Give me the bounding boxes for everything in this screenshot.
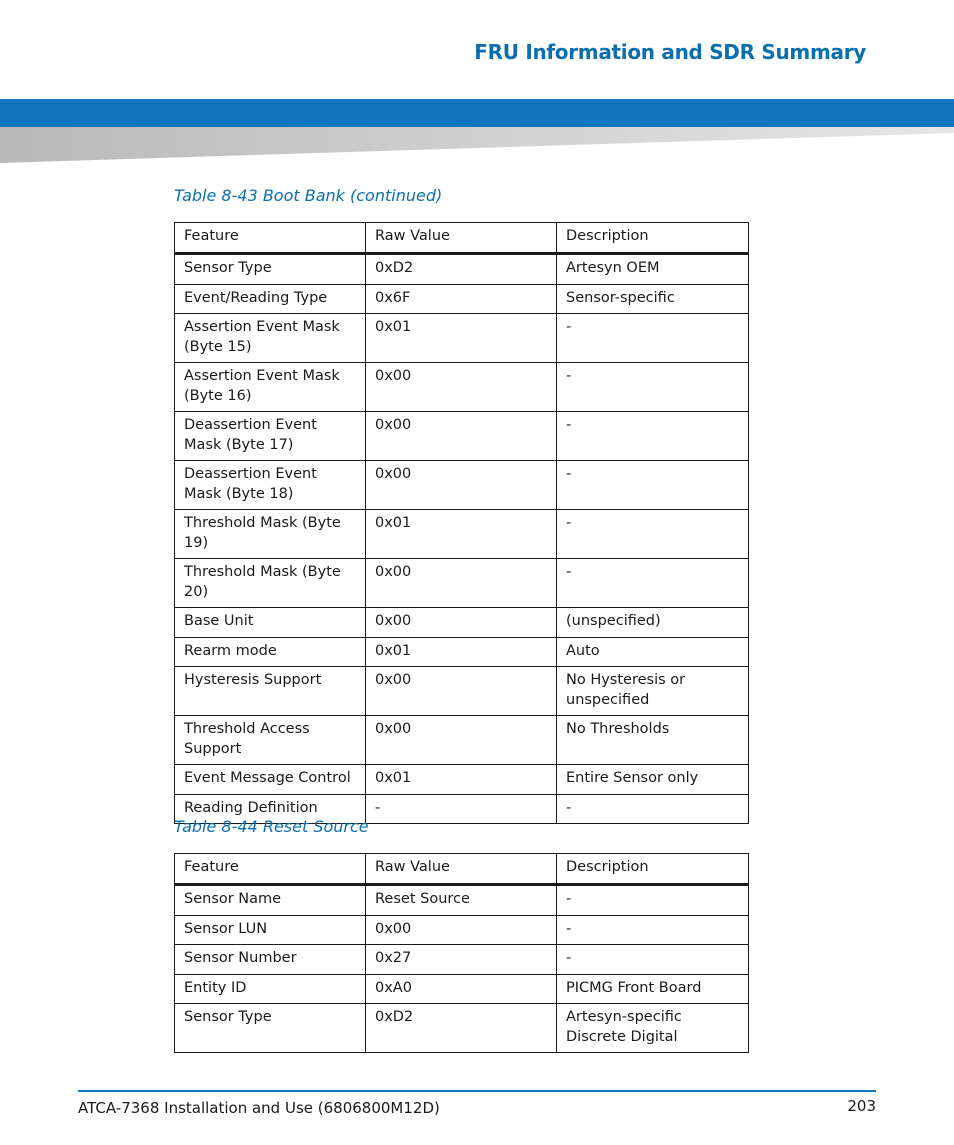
description-cell: No Thresholds — [557, 716, 749, 765]
table-row — [175, 363, 749, 412]
reset-source-table — [174, 853, 749, 1053]
feature-cell: Threshold Mask (Byte 20) — [175, 559, 366, 608]
feature-cell: Assertion Event Mask (Byte 15) — [175, 314, 366, 363]
table-row — [175, 637, 749, 667]
table-row — [175, 510, 749, 559]
table-row — [175, 667, 749, 716]
table-row — [175, 608, 749, 638]
footer-rule — [78, 1090, 876, 1092]
raw-value-cell: 0x00 — [366, 915, 557, 945]
column-header-feature: Feature — [175, 854, 366, 885]
reset-source-table-body — [175, 885, 749, 1053]
feature-cell: Entity ID — [175, 974, 366, 1004]
table-row — [175, 1004, 749, 1053]
feature-cell: Sensor Number — [175, 945, 366, 975]
description-cell: - — [557, 794, 749, 824]
description-cell: Sensor-specific — [557, 284, 749, 314]
column-header-description: Description — [557, 854, 749, 885]
table-row — [175, 314, 749, 363]
feature-cell: Deassertion Event Mask (Byte 18) — [175, 461, 366, 510]
table-row — [175, 412, 749, 461]
description-cell: (unspecified) — [557, 608, 749, 638]
feature-cell: Deassertion Event Mask (Byte 17) — [175, 412, 366, 461]
table-header-row — [175, 223, 749, 254]
feature-cell: Sensor Type — [175, 1004, 366, 1053]
description-cell: - — [557, 510, 749, 559]
feature-cell: Threshold Mask (Byte 19) — [175, 510, 366, 559]
column-header-raw-value: Raw Value — [366, 223, 557, 254]
feature-cell: Threshold Access Support — [175, 716, 366, 765]
raw-value-cell: 0x01 — [366, 765, 557, 795]
header-accent-bar — [0, 99, 954, 127]
description-cell: No Hysteresis or unspecified — [557, 667, 749, 716]
header-gray-wedge — [0, 127, 954, 163]
description-cell: - — [557, 314, 749, 363]
column-header-description: Description — [557, 223, 749, 254]
feature-cell: Event/Reading Type — [175, 284, 366, 314]
table-row — [175, 765, 749, 795]
raw-value-cell: 0x00 — [366, 716, 557, 765]
table-row — [175, 461, 749, 510]
description-cell: - — [557, 945, 749, 975]
description-cell: PICMG Front Board — [557, 974, 749, 1004]
description-cell: Artesyn-specific Discrete Digital — [557, 1004, 749, 1053]
description-cell: Artesyn OEM — [557, 254, 749, 285]
table1-caption: Table 8-43 Boot Bank (continued) — [174, 186, 443, 205]
page-number: 203 — [847, 1097, 876, 1115]
table2-caption: Table 8-44 Reset Source — [174, 817, 369, 836]
raw-value-cell: 0x00 — [366, 667, 557, 716]
raw-value-cell: 0x6F — [366, 284, 557, 314]
table-row — [175, 885, 749, 916]
feature-cell: Hysteresis Support — [175, 667, 366, 716]
description-cell: - — [557, 559, 749, 608]
feature-cell: Reading Definition — [175, 794, 366, 824]
feature-cell: Assertion Event Mask (Byte 16) — [175, 363, 366, 412]
feature-cell: Base Unit — [175, 608, 366, 638]
feature-cell: Event Message Control — [175, 765, 366, 795]
boot-bank-table-body — [175, 254, 749, 824]
raw-value-cell: 0x00 — [366, 363, 557, 412]
description-cell: - — [557, 461, 749, 510]
raw-value-cell: 0x27 — [366, 945, 557, 975]
column-header-raw-value: Raw Value — [366, 854, 557, 885]
raw-value-cell: 0xD2 — [366, 254, 557, 285]
boot-bank-table — [174, 222, 749, 824]
description-cell: - — [557, 915, 749, 945]
footer-document-title: ATCA-7368 Installation and Use (6806800M12D) — [78, 1099, 440, 1117]
description-cell: - — [557, 412, 749, 461]
raw-value-cell: - — [366, 794, 557, 824]
feature-cell: Sensor Name — [175, 885, 366, 916]
table-header-row — [175, 854, 749, 885]
raw-value-cell: 0x00 — [366, 608, 557, 638]
table-row — [175, 559, 749, 608]
feature-cell: Rearm mode — [175, 637, 366, 667]
raw-value-cell: 0x01 — [366, 314, 557, 363]
column-header-feature: Feature — [175, 223, 366, 254]
table-row — [175, 974, 749, 1004]
raw-value-cell: 0x00 — [366, 559, 557, 608]
description-cell: Auto — [557, 637, 749, 667]
raw-value-cell: Reset Source — [366, 885, 557, 916]
raw-value-cell: 0x00 — [366, 461, 557, 510]
description-cell: Entire Sensor only — [557, 765, 749, 795]
feature-cell: Sensor LUN — [175, 915, 366, 945]
feature-cell: Sensor Type — [175, 254, 366, 285]
description-cell: - — [557, 885, 749, 916]
table-row — [175, 716, 749, 765]
raw-value-cell: 0x01 — [366, 510, 557, 559]
description-cell: - — [557, 363, 749, 412]
table-row — [175, 284, 749, 314]
table-row — [175, 254, 749, 285]
page-section-title: FRU Information and SDR Summary — [468, 40, 872, 64]
table-row — [175, 915, 749, 945]
table-row — [175, 945, 749, 975]
raw-value-cell: 0xD2 — [366, 1004, 557, 1053]
raw-value-cell: 0xA0 — [366, 974, 557, 1004]
raw-value-cell: 0x00 — [366, 412, 557, 461]
raw-value-cell: 0x01 — [366, 637, 557, 667]
